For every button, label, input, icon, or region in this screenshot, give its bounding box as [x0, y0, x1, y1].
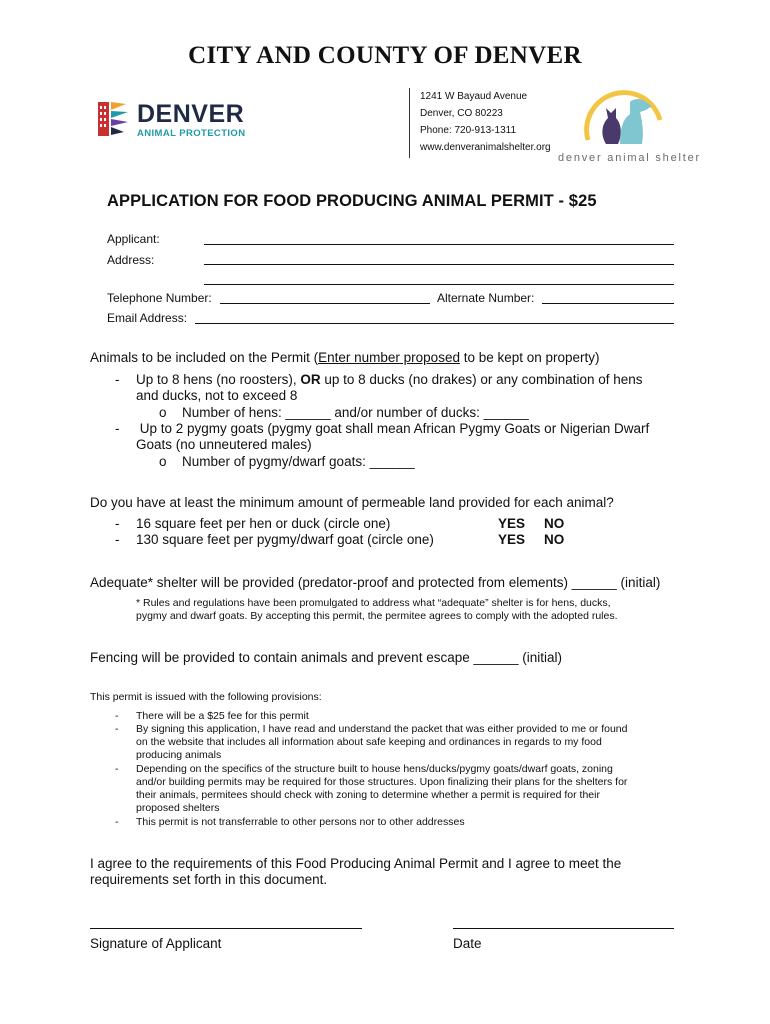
page-title: CITY AND COUNTY OF DENVER	[188, 42, 582, 69]
bullet-o: o	[159, 454, 167, 469]
animals-intro-text: Animals to be included on the Permit (	[90, 350, 319, 365]
animals-intro-underlined: Enter number proposed	[318, 350, 460, 365]
provision-read-packet	[136, 723, 627, 762]
provision-line: This permit is not transferrable to other persons nor to other addresses	[136, 816, 465, 828]
form-title: APPLICATION FOR FOOD PRODUCING ANIMAL PERMIT - $25	[107, 192, 597, 210]
shelter-logo-text: denver animal shelter	[558, 152, 701, 164]
denver-animal-protection-logo	[96, 98, 266, 138]
bullet-dash: -	[115, 723, 119, 735]
shelter-address-block	[409, 88, 551, 158]
shelter-note-line2: pygmy and dwarf goats. By accepting this permit, the permitee agrees to comply with the adopted rules.	[136, 610, 618, 622]
bullet-o: o	[159, 405, 167, 420]
provision-line: producing animals	[136, 749, 222, 761]
goats-option-line2: Goats (no unneutered males)	[136, 437, 312, 452]
alternate-number-label: Alternate Number:	[437, 291, 535, 305]
logo-word: DENVER	[137, 100, 245, 128]
cat-and-dog-icon	[576, 80, 672, 148]
provision-fee	[136, 710, 309, 723]
bullet-dash: -	[115, 532, 120, 547]
shelter-note-line1: * Rules and regulations have been promulgated to address what “adequate” shelter is for hens, ducks,	[136, 597, 611, 609]
applicant-field[interactable]	[204, 232, 674, 245]
bullet-dash: -	[115, 421, 120, 436]
date-label: Date	[453, 936, 482, 951]
provision-line: on the website that includes all information about safe keeping and ordinances in regards to my food	[136, 736, 602, 748]
signature-label: Signature of Applicant	[90, 936, 222, 951]
address-street: 1241 W Bayaud Avenue	[420, 91, 528, 102]
provision-line: By signing this application, I have read and understand the packet that was either provided to me or found	[136, 723, 628, 735]
hens-text: Up to 8 hens (no roosters),	[136, 372, 301, 387]
provision-line: There will be a $25 fee for this permit	[136, 710, 309, 722]
provisions-intro: This permit is issued with the following provisions:	[90, 691, 322, 703]
address-city: Denver, CO 80223	[420, 108, 503, 119]
signature-field[interactable]	[90, 917, 362, 929]
bullet-dash: -	[115, 516, 120, 531]
bullet-dash: -	[115, 372, 120, 387]
land-goat: 130 square feet per pygmy/dwarf goat (circle one)	[136, 532, 434, 547]
agreement-line2: requirements set forth in this document.	[90, 872, 328, 887]
provision-not-transferrable	[136, 816, 465, 829]
telephone-field[interactable]	[220, 291, 430, 304]
provision-line: and/or building permits may be required for those structures. Upon finalizing their plans for the shelters for	[136, 776, 628, 788]
email-label: Email Address:	[107, 311, 188, 325]
logo-subtitle: ANIMAL PROTECTION	[137, 128, 246, 139]
hens-text-end: up to 8 ducks (no drakes) or any combination of hens	[320, 372, 643, 387]
provision-line: their animals, permitees should check with zoning to determine whether a permit is required for their	[136, 789, 600, 801]
fencing-initial-line[interactable]: Fencing will be provided to contain animals and prevent escape ______ (initial)	[90, 650, 563, 665]
telephone-label: Telephone Number:	[107, 291, 212, 305]
bullet-dash: -	[115, 816, 119, 828]
address-label: Address:	[107, 253, 155, 267]
date-field[interactable]	[453, 917, 674, 929]
sunburst-building-icon	[96, 98, 130, 138]
agreement-line1: I agree to the requirements of this Food Producing Animal Permit and I agree to meet the	[90, 856, 622, 871]
bullet-dash: -	[115, 763, 119, 775]
alternate-number-field[interactable]	[542, 291, 674, 304]
shelter-initial-line[interactable]: Adequate* shelter will be provided (predator-proof and protected from elements) ______ (initial)	[90, 575, 661, 590]
hens-option-line2: and ducks, not to exceed 8	[136, 388, 298, 403]
denver-animal-shelter-logo	[558, 80, 701, 166]
land-hen-yes[interactable]: YES	[498, 516, 526, 531]
hens-option	[136, 372, 643, 388]
email-field[interactable]	[195, 311, 674, 324]
goats-count[interactable]: Number of pygmy/dwarf goats: ______	[182, 454, 415, 469]
land-hen-duck: 16 square feet per hen or duck (circle one)	[136, 516, 391, 531]
goats-option: Up to 2 pygmy goats (pygmy goat shall mean African Pygmy Goats or Nigerian Dwarf	[136, 421, 650, 436]
hens-or: OR	[300, 372, 321, 387]
animals-intro	[90, 350, 600, 366]
hens-ducks-count[interactable]: Number of hens: ______ and/or number of ducks: ______	[182, 405, 529, 420]
applicant-label: Applicant:	[107, 232, 160, 246]
address-phone: Phone: 720-913-1311	[420, 125, 517, 136]
address-field-line2[interactable]	[204, 272, 674, 285]
address-field-line1[interactable]	[204, 252, 674, 265]
land-question: Do you have at least the minimum amount of permeable land provided for each animal?	[90, 495, 614, 510]
land-goat-no[interactable]: NO	[544, 532, 565, 547]
provision-line: proposed shelters	[136, 802, 220, 814]
provision-line: Depending on the specifics of the structure built to house hens/ducks/pygmy goats/dwarf goats, zoning	[136, 763, 613, 775]
land-goat-yes[interactable]: YES	[498, 532, 526, 547]
land-hen-no[interactable]: NO	[544, 516, 565, 531]
animals-intro-text-end: to be kept on property)	[459, 350, 600, 365]
bullet-dash: -	[115, 710, 119, 722]
provision-zoning	[136, 763, 627, 815]
address-website: www.denveranimalshelter.org	[420, 142, 551, 153]
